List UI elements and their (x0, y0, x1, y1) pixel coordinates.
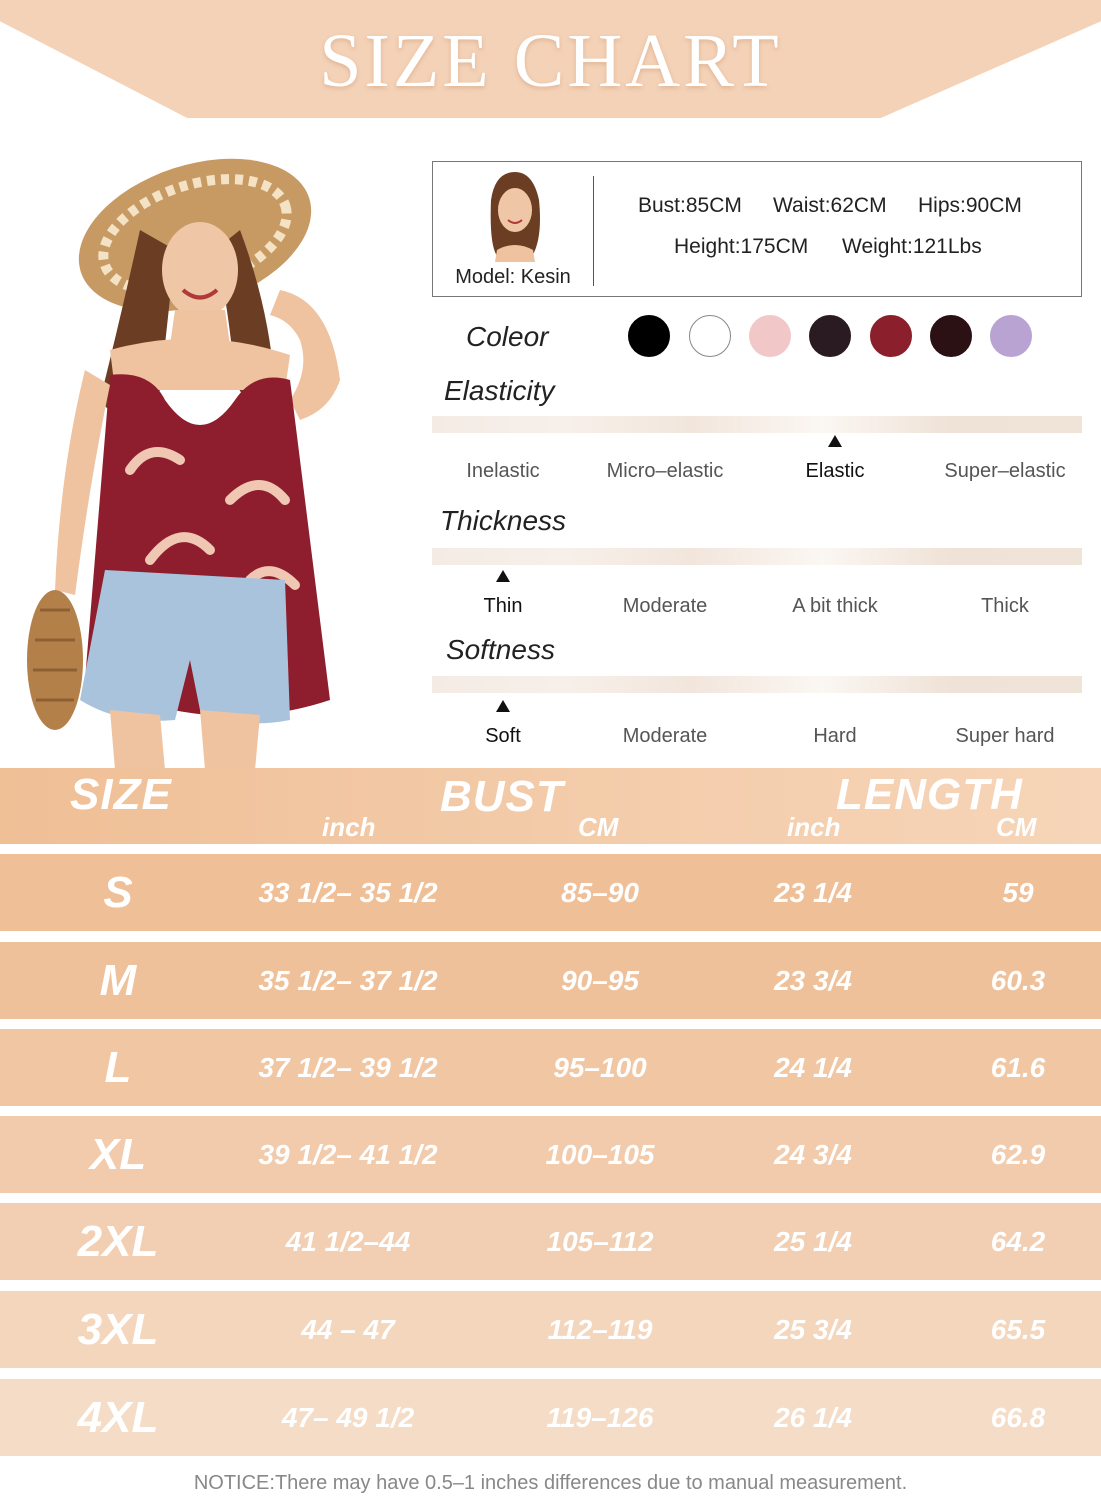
color-swatch-white[interactable] (689, 315, 731, 357)
model-photo (0, 140, 420, 770)
thickness-option: A bit thick (792, 595, 878, 617)
table-row (0, 854, 1101, 931)
thickness-option: Moderate (622, 595, 708, 617)
model-divider (593, 176, 594, 286)
table-row (0, 942, 1101, 1019)
cell-bust-inch: 39 1/2– 41 1/2 (258, 1139, 438, 1170)
page-title: SIZE CHART (319, 19, 782, 103)
header-length: LENGTH (836, 770, 1023, 819)
softness-option: Soft (485, 725, 521, 747)
notice-text: NOTICE:There may have 0.5–1 inches differences due to manual measurement. (193, 1472, 908, 1494)
model-bust: Bust:85CM (638, 194, 742, 217)
header-size: SIZE (70, 770, 172, 819)
cell-bust-inch: 35 1/2– 37 1/2 (258, 965, 438, 996)
table-row (0, 1116, 1101, 1193)
table-row (0, 1291, 1101, 1368)
cell-length-cm: 61.6 (990, 1052, 1046, 1083)
header-bust-cm: CM (578, 812, 619, 842)
model-avatar (481, 170, 549, 262)
color-label: Coleor (466, 321, 549, 352)
model-hips: Hips:90CM (918, 194, 1022, 217)
cell-size: L (104, 1043, 132, 1092)
cell-length-cm: 64.2 (990, 1226, 1046, 1257)
softness-option: Moderate (622, 725, 708, 747)
color-swatch-white-pink-floral[interactable] (749, 315, 791, 357)
cell-length-cm: 62.9 (990, 1139, 1046, 1170)
cell-bust-cm: 105–112 (546, 1226, 654, 1257)
cell-length-inch: 24 1/4 (774, 1052, 852, 1083)
header-bust-inch: inch (322, 812, 376, 842)
cell-length-cm: 60.3 (990, 965, 1046, 996)
header-bust: BUST (440, 772, 564, 821)
softness-option: Super hard (955, 725, 1055, 747)
cell-bust-cm: 95–100 (553, 1052, 647, 1083)
cell-size: 2XL (77, 1217, 159, 1266)
cell-bust-cm: 90–95 (561, 965, 639, 996)
cell-bust-inch: 37 1/2– 39 1/2 (258, 1052, 438, 1083)
cell-bust-inch: 44 – 47 (301, 1314, 395, 1345)
thickness-option: Thick (981, 595, 1029, 617)
color-swatch-lilac[interactable] (990, 315, 1032, 357)
header-length-cm: CM (996, 812, 1037, 842)
table-row (0, 1029, 1101, 1106)
elasticity-option: Super–elastic (944, 460, 1066, 482)
size-table-header (0, 768, 1101, 844)
cell-size: XL (89, 1130, 147, 1179)
cell-length-inch: 25 3/4 (774, 1314, 852, 1345)
header-length-inch: inch (787, 812, 841, 842)
cell-length-inch: 24 3/4 (774, 1139, 852, 1170)
cell-size: S (103, 868, 133, 917)
softness-label: Softness (446, 634, 555, 665)
elasticity-option: Inelastic (466, 460, 540, 482)
cell-length-inch: 25 1/4 (774, 1226, 852, 1257)
cell-size: 4XL (77, 1393, 159, 1442)
elasticity-label: Elasticity (444, 375, 555, 406)
cell-length-cm: 65.5 (990, 1314, 1046, 1345)
color-swatch-black[interactable] (628, 315, 670, 357)
cell-bust-cm: 119–126 (546, 1402, 654, 1433)
thickness-option: Thin (483, 595, 523, 617)
softness-scale-bar (432, 676, 1082, 693)
model-info-box (432, 161, 1082, 297)
cell-bust-cm: 112–119 (547, 1314, 653, 1345)
table-row (0, 1203, 1101, 1280)
model-name: Model: Kesin (455, 266, 571, 288)
color-swatch-black-pink-floral[interactable] (809, 315, 851, 357)
model-height: Height:175CM (674, 235, 809, 258)
elasticity-scale-bar (432, 416, 1082, 433)
selection-marker-icon (496, 700, 510, 712)
cell-bust-cm: 85–90 (561, 877, 639, 908)
selection-marker-icon (496, 570, 510, 582)
elasticity-option: Elastic (805, 460, 865, 482)
cell-length-inch: 26 1/4 (774, 1402, 852, 1433)
color-swatch-black-dot-floral[interactable] (930, 315, 972, 357)
cell-length-cm: 59 (1002, 877, 1034, 908)
cell-bust-inch: 47– 49 1/2 (281, 1402, 415, 1433)
cell-bust-cm: 100–105 (545, 1139, 655, 1170)
cell-bust-inch: 33 1/2– 35 1/2 (258, 877, 438, 908)
selection-marker-icon (828, 435, 842, 447)
cell-length-inch: 23 3/4 (774, 965, 852, 996)
thickness-scale-bar (432, 548, 1082, 565)
model-weight: Weight:121Lbs (842, 235, 982, 258)
cell-length-cm: 66.8 (990, 1402, 1046, 1433)
thickness-label: Thickness (440, 505, 567, 536)
table-row (0, 1379, 1101, 1456)
cell-bust-inch: 41 1/2–44 (285, 1226, 411, 1257)
cell-size: 3XL (77, 1305, 159, 1354)
color-swatch-wine-floral[interactable] (870, 315, 912, 357)
elasticity-option: Micro–elastic (606, 460, 724, 482)
softness-option: Hard (813, 725, 857, 747)
model-waist: Waist:62CM (773, 194, 887, 217)
cell-size: M (99, 956, 137, 1005)
cell-length-inch: 23 1/4 (774, 877, 852, 908)
